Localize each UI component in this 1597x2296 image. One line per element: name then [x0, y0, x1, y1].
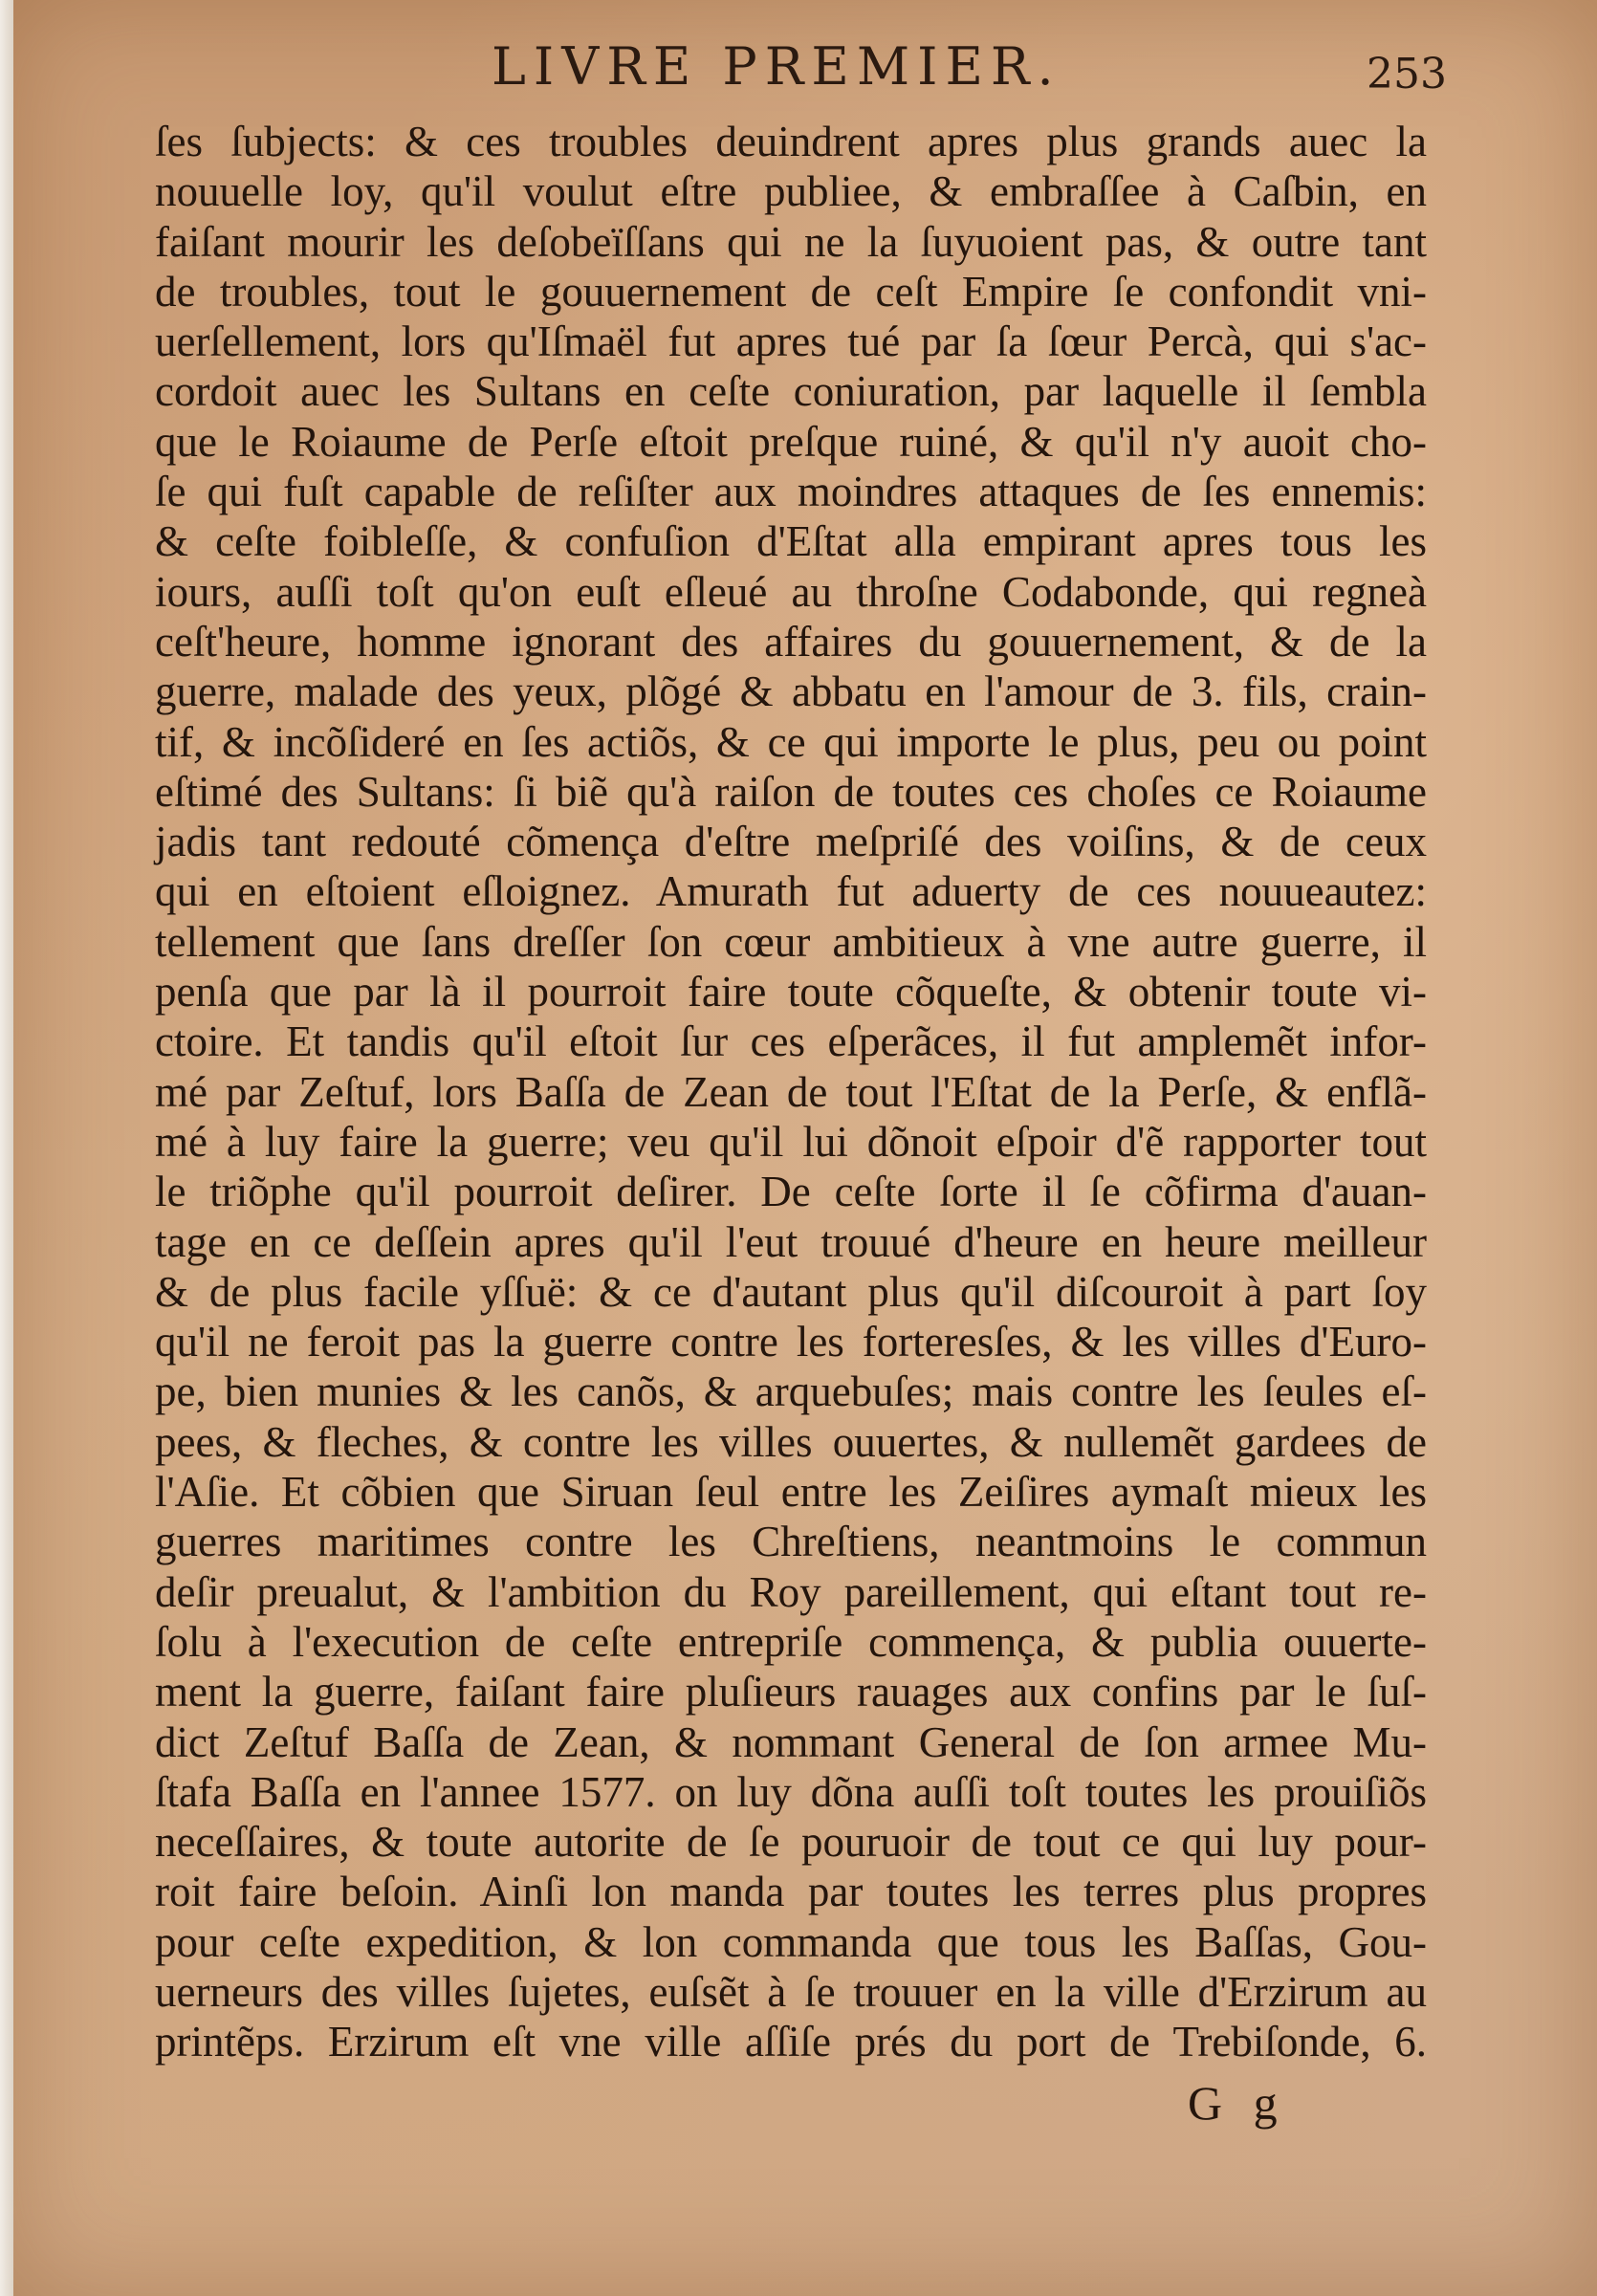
text-line: que le Roiaume de Perſe eſtoit preſque ruiné, & qu'il n'y auoit cho- — [155, 417, 1427, 466]
running-title: LIVRE PREMIER. — [492, 36, 1061, 97]
text-line: l'Aſie. Et cõbien que Siruan ſeul entre les Zeiſires aymaſt mieux les — [155, 1468, 1427, 1517]
text-line: ſolu à l'execution de ceſte entrepriſe commença, & publia ouuerte- — [155, 1617, 1427, 1666]
text-line: ctoire. Et tandis qu'il eſtoit ſur ces eſperãces, il fut amplemẽt infor- — [155, 1017, 1427, 1066]
text-line: faiſant mourir les deſobeïſſans qui ne la ſuyuoient pas, & outre tant — [155, 217, 1427, 266]
text-line: pe, bien munies & les canõs, & arquebuſes; mais contre les ſeules eſ- — [155, 1367, 1427, 1416]
text-line: printẽps. Erzirum eſt vne ville aſſiſe prés du port de Trebiſonde, 6. — [155, 2018, 1427, 2066]
running-head — [13, 36, 1597, 113]
text-line: qu'il ne feroit pas la guerre contre les forteresſes, & les villes d'Euro- — [155, 1318, 1427, 1367]
text-line: uerſellement, lors qu'Iſmaël fut apres tué par ſa ſœur Percà, qui s'ac- — [155, 317, 1427, 366]
text-line: uerneurs des villes ſujetes, euſsẽt à ſe trouuer en la ville d'Erzirum au — [155, 1967, 1427, 2016]
text-line: penſa que par là il pourroit faire toute cõqueſte, & obtenir toute vi- — [155, 968, 1427, 1017]
text-line: iours, auſſi toſt qu'on euſt eſleué au throſne Codabonde, qui regneà — [155, 567, 1427, 616]
page-number: 253 — [1367, 50, 1447, 98]
text-line: tage en ce deſſein apres qu'il l'eut trouué d'heure en heure meilleur — [155, 1217, 1427, 1266]
text-line: ſtafa Baſſa en l'annee 1577. on luy dõna auſſi toſt toutes les prouiſiõs — [155, 1767, 1427, 1816]
text-line: roit faire beſoin. Ainſi lon manda par toutes les terres plus propres — [155, 1868, 1427, 1916]
text-line: pour ceſte expedition, & lon commanda que tous les Baſſas, Gou- — [155, 1917, 1427, 1966]
text-line: ment la guerre, faiſant faire pluſieurs rauages aux confins par le ſuſ- — [155, 1668, 1427, 1717]
text-line: mé par Zeſtuf, lors Baſſa de Zean de tout l'Eſtat de la Perſe, & enflã- — [155, 1067, 1427, 1116]
text-line: jadis tant redouté cõmença d'eſtre meſpriſé des voiſins, & de ceux — [155, 818, 1427, 866]
text-line: & de plus facile yſſuë: & ce d'autant plus qu'il diſcouroit à part ſoy — [155, 1267, 1427, 1316]
text-line: guerre, malade des yeux, plõgé & abbatu en l'amour de 3. fils, crain- — [155, 667, 1427, 716]
book-page — [13, 0, 1597, 2296]
text-line: neceſſaires, & toute autorite de ſe pouruoir de tout ce qui luy pour- — [155, 1818, 1427, 1867]
text-line: & ceſte foibleſſe, & confuſion d'Eſtat alla empirant apres tous les — [155, 517, 1427, 566]
page-edge — [0, 0, 13, 2296]
text-line: qui en eſtoient eſloignez. Amurath fut aduerty de ces nouueautez: — [155, 867, 1427, 916]
text-line: tif, & incõſideré en ſes actiõs, & ce qui importe le plus, peu ou point — [155, 717, 1427, 766]
text-line: eſtimé des Sultans: ſi biẽ qu'à raiſon de toutes ces choſes ce Roiaume — [155, 767, 1427, 816]
text-line: le triõphe qu'il pourroit deſirer. De ceſte ſorte il ſe cõfirma d'auan- — [155, 1168, 1427, 1216]
text-line: ſe qui fuſt capable de reſiſter aux moindres attaques de ſes ennemis: — [155, 468, 1427, 516]
text-line: guerres maritimes contre les Chreſtiens, neantmoins le commun — [155, 1518, 1427, 1566]
text-line: cordoit auec les Sultans en ceſte coniuration, par laquelle il ſembla — [155, 367, 1427, 416]
text-line: pees, & fleches, & contre les villes ouuertes, & nullemẽt gardees de — [155, 1417, 1427, 1466]
text-line: de troubles, tout le gouuernement de ceſt Empire ſe confondit vni- — [155, 267, 1427, 316]
body-text — [155, 117, 1427, 2067]
text-line: mé à luy faire la guerre; veu qu'il lui dõnoit eſpoir d'ẽ rapporter tout — [155, 1117, 1427, 1166]
signature-mark: G g — [1188, 2076, 1287, 2130]
text-line: dict Zeſtuf Baſſa de Zean, & nommant General de ſon armee Mu- — [155, 1717, 1427, 1766]
text-line: ſes ſubjects: & ces troubles deuindrent apres plus grands auec la — [155, 118, 1427, 165]
text-line: ceſt'heure, homme ignorant des affaires du gouuernement, & de la — [155, 617, 1427, 666]
text-line: nouuelle loy, qu'il voulut eſtre publiee, & embraſſee à Caſbin, en — [155, 167, 1427, 216]
text-line: tellement que ſans dreſſer ſon cœur ambitieux à vne autre guerre, il — [155, 917, 1427, 966]
text-line: deſir preualut, & l'ambition du Roy pareillement, qui eſtant tout re- — [155, 1567, 1427, 1616]
